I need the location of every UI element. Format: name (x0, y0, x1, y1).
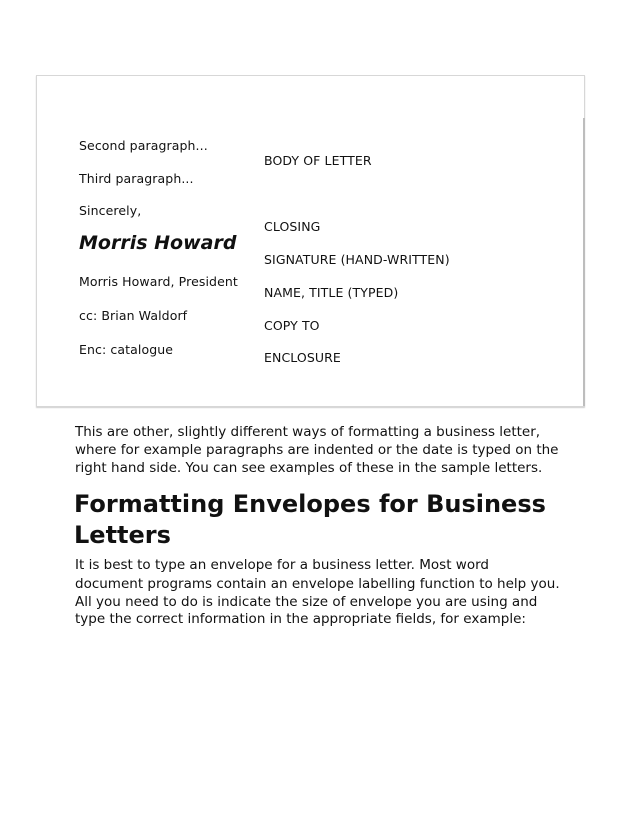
enclosure-label: ENCLOSURE (264, 350, 341, 365)
heading-line: Letters (74, 521, 171, 549)
name-title-text: Morris Howard, President (79, 274, 238, 289)
cc-text: cc: Brian Waldorf (79, 308, 188, 323)
enc-text: Enc: catalogue (79, 342, 174, 357)
second-paragraph-text: Second paragraph... (79, 138, 208, 153)
copy-to-label: COPY TO (264, 318, 320, 333)
heading-line: Formatting Envelopes for Business (74, 490, 546, 518)
paragraph-line: type the correct information in the appropriate fields, for example: (75, 611, 526, 627)
paragraph-line: right hand side. You can see examples of these in the sample letters. (75, 460, 543, 476)
paragraph-line: document programs contain an envelope labelling function to help you. (75, 576, 560, 592)
signature: Morris Howard (79, 232, 237, 254)
paragraph-line: It is best to type an envelope for a business letter. Most word (75, 557, 489, 573)
closing-label: CLOSING (264, 219, 321, 234)
closing-text: Sincerely, (79, 203, 142, 218)
signature-label: SIGNATURE (HAND-WRITTEN) (264, 252, 450, 267)
third-paragraph-text: Third paragraph... (79, 171, 194, 186)
frame-divider (583, 118, 585, 406)
section-heading (74, 489, 546, 551)
name-title-label: NAME, TITLE (TYPED) (264, 285, 399, 300)
paragraph-line: All you need to do is indicate the size of envelope you are using and (75, 594, 538, 610)
paragraph-line: This are other, slightly different ways of formatting a business letter, (75, 424, 541, 440)
paragraph-line: where for example paragraphs are indented or the date is typed on the (75, 442, 559, 458)
body-of-letter-label: BODY OF LETTER (264, 153, 372, 168)
